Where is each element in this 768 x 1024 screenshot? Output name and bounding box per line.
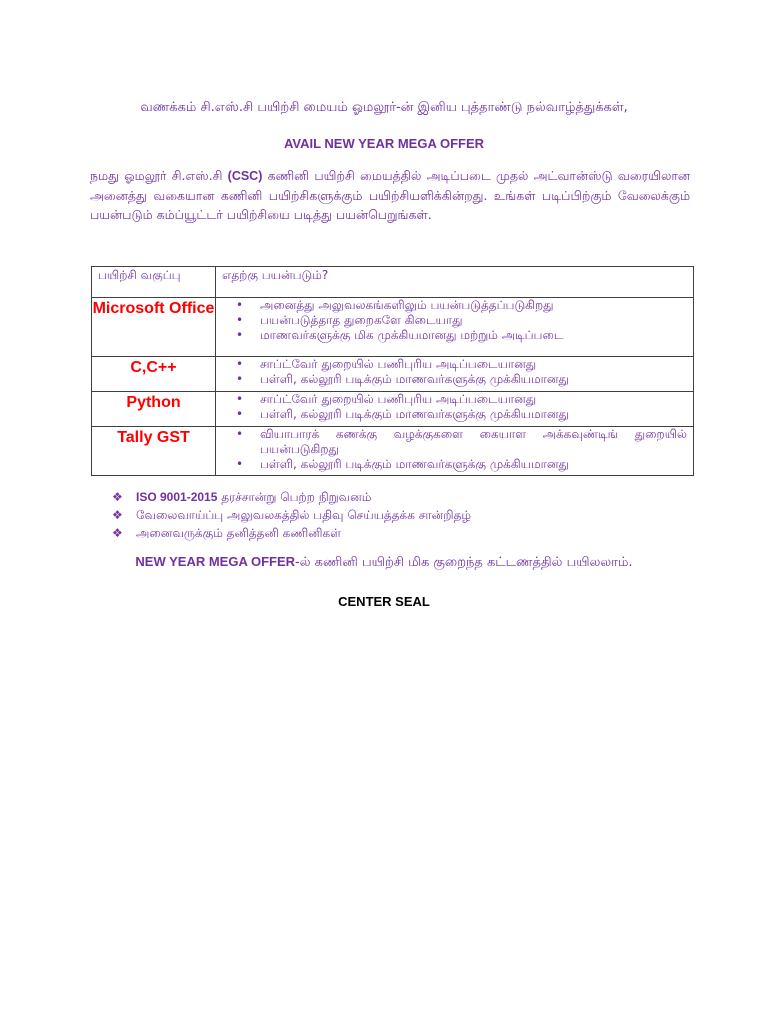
course-name: C,C++	[92, 357, 216, 392]
use-item: • பள்ளி, கல்லூரி படிக்கும் மாணவர்களுக்கு முக்கியமானது	[260, 457, 693, 472]
use-item: • வியாபாரக் கணக்கு வழக்குகளை கையாள அக்கவுண்டிங் துறையில் பயன்படுகிறது	[260, 427, 693, 457]
mega-offer-line	[0, 554, 768, 571]
diamond-bullet-icon: ❖	[112, 526, 123, 540]
offer-title: AVAIL NEW YEAR MEGA OFFER	[283, 136, 485, 151]
table-row	[92, 298, 694, 357]
use-item: • அனைத்து அலுவலகங்களிலும் பயன்படுத்தப்படுகிறது	[260, 298, 693, 313]
diamond-bullet-icon: ❖	[112, 508, 123, 522]
feature-item	[112, 488, 471, 506]
header-course: பயிற்சி வகுப்பு	[92, 267, 216, 298]
intro-paragraph	[90, 166, 690, 224]
course-uses	[216, 392, 694, 427]
use-item: • சாப்ட்வேர் துறையில் பணிபுரிய அடிப்படையானது	[260, 357, 693, 372]
course-uses	[216, 427, 694, 476]
course-uses	[216, 298, 694, 357]
center-seal-label: CENTER SEAL	[338, 594, 430, 609]
iso-code: ISO 9001-2015	[136, 490, 218, 504]
use-item: • சாப்ட்வேர் துறையில் பணிபுரிய அடிப்படையானது	[260, 392, 693, 407]
table-row	[92, 427, 694, 476]
intro-text-start: நமது ஓமலூர் சி.எஸ்.சி	[90, 168, 228, 183]
table-row	[92, 357, 694, 392]
use-item: • பள்ளி, கல்லூரி படிக்கும் மாணவர்களுக்கு முக்கியமானது	[260, 372, 693, 387]
diamond-bullet-icon: ❖	[112, 490, 123, 504]
use-item: • பள்ளி, கல்லூரி படிக்கும் மாணவர்களுக்கு முக்கியமானது	[260, 407, 693, 422]
courses-table	[91, 266, 694, 476]
mega-offer-text: -ல் கணினி பயிற்சி மிக குறைந்த கட்டணத்தில் பயிலலாம்.	[295, 555, 633, 570]
iso-text: தரச்சான்று பெற்ற நிறுவனம்	[217, 490, 372, 504]
use-item: • பயன்படுத்தாத துறைகளே கிடையாது	[260, 313, 693, 328]
greeting-line: வணக்கம் சி.எஸ்.சி பயிற்சி மையம் ஓமலூர்-ன் இனிய புத்தாண்டு நல்வாழ்த்துக்கள்,	[140, 100, 628, 115]
intro-csc-abbrev: (CSC)	[227, 169, 263, 183]
use-item: • மாணவர்களுக்கு மிக முக்கியமானது மற்றும் அடிப்படை	[260, 328, 693, 343]
intro-text-end: கணினி பயிற்சி மையத்தில் அடிப்படை முதல் அட்வான்ஸ்டு வரையிலான அனைத்து வகையான கணினி பயிற்சிகளுக்கும் பயிற்சியளிக்கின்றது. உங்கள் படிப்பிற்கும் வேலைக்கும் பயன்படும் கம்ப்யூட்டர் பயிற்சியை படித்து பயன்பெறுங்கள்.	[90, 168, 690, 222]
feature-item	[112, 524, 471, 542]
feature-text: அனைவருக்கும் தனித்தனி கணினிகள்	[136, 526, 342, 540]
features-list	[112, 488, 471, 542]
table-header-row	[92, 267, 694, 298]
course-name: Microsoft Office	[92, 298, 216, 357]
course-uses	[216, 357, 694, 392]
table-row	[92, 392, 694, 427]
course-name: Python	[92, 392, 216, 427]
feature-text: வேலைவாய்ப்பு அலுவலகத்தில் பதிவு செய்யத்தக்க சான்றிதழ்	[136, 508, 472, 522]
course-name: Tally GST	[92, 427, 216, 476]
mega-offer-name: NEW YEAR MEGA OFFER	[135, 554, 296, 569]
feature-item	[112, 506, 471, 524]
header-uses: எதற்கு பயன்படும்?	[216, 267, 694, 298]
